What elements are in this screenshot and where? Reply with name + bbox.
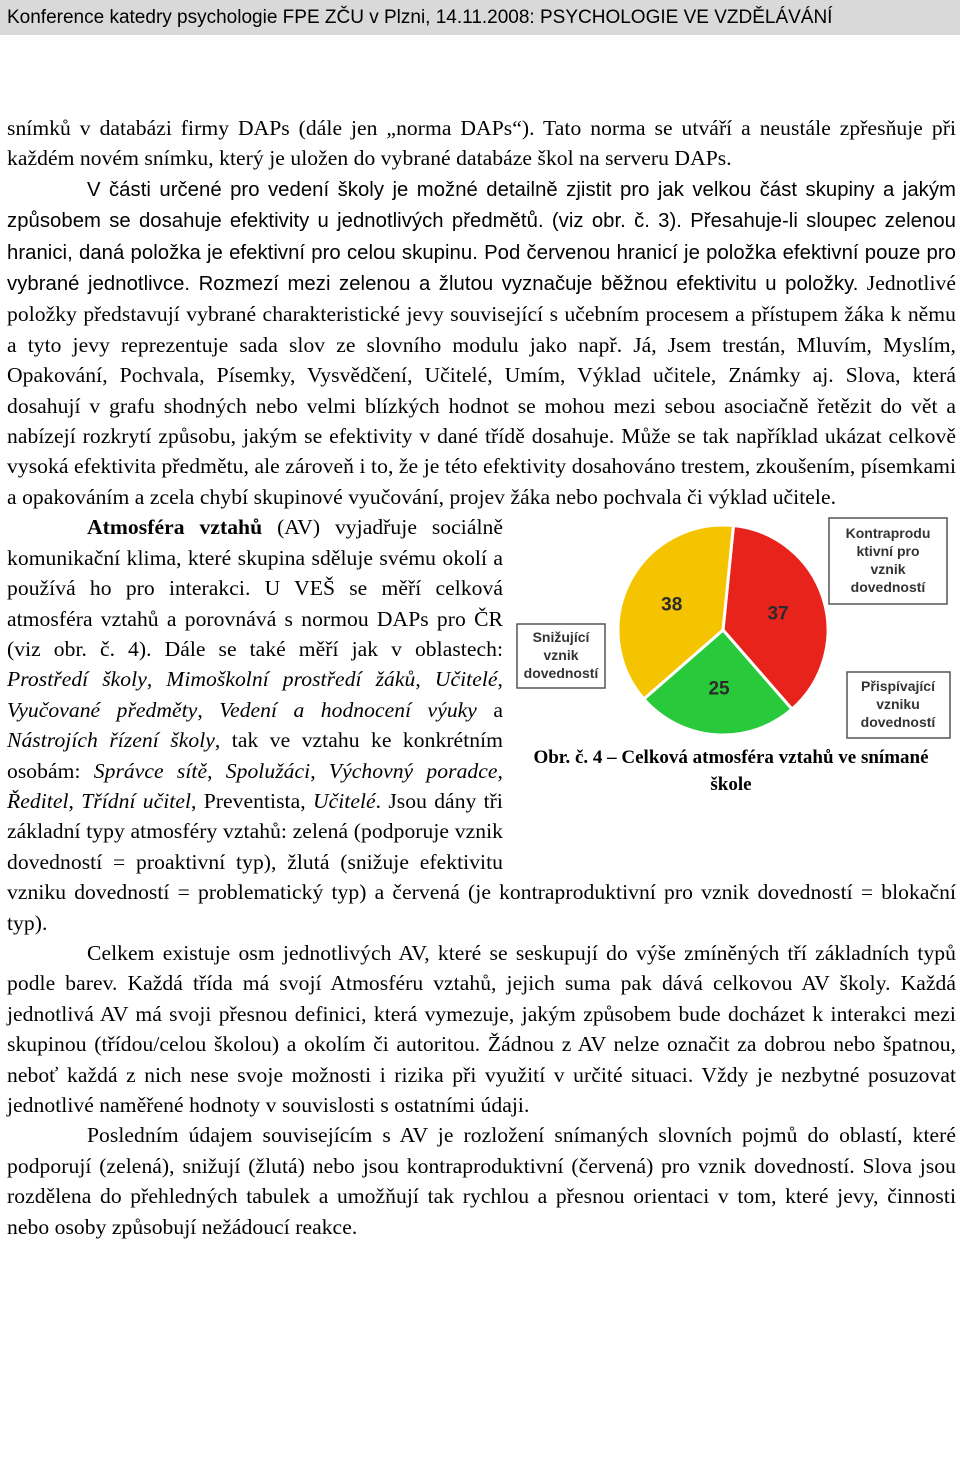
label-yellow-3: dovedností <box>523 665 599 682</box>
p3-text-1: (AV) vyjadřuje sociálně komunikační klima, které skupina sděluje svému okolí a používá ho pro interakci. U VEŠ se měří celková atmosféra vztahů a porovnává s normou DAPs pro ČR (viz obr. č. 4). Dále se také měří jak v oblastech: <box>7 515 503 661</box>
p3-text-10: , <box>497 758 503 783</box>
label-box-red <box>829 518 947 604</box>
p3-italic-9: Výchovný poradce <box>328 758 498 783</box>
term-atmosfera-vztahu: Atmosféra vztahů <box>87 515 263 540</box>
paragraph-5: Posledním údajem souvisejícím s AV je rozložení snímaných slovních pojmů do oblastí, které podporují (zelená), snižují (žlutá) nebo jsou kontraproduktivní (červená) pro vznik dovedností. Slova jsou rozdělena do přehledných tabulek a umožňují tak rychlou a přesnou orientaci v tom, které jevy, činnosti nebo osoby způsobují nežádoucí reakce. <box>7 1123 956 1239</box>
p3-italic-3: Učitelé <box>434 667 498 692</box>
label-red-3: vznik <box>870 561 906 578</box>
p3-italic-10: Ředitel <box>7 788 69 813</box>
label-green-2: vzniku <box>876 696 920 713</box>
label-yellow-2: vznik <box>543 647 579 664</box>
p3-text-9: , <box>310 758 329 783</box>
p3-italic-7: Správce sítě <box>93 758 208 783</box>
p3-text-11: , <box>68 788 82 813</box>
p3-text-3: , <box>415 667 435 692</box>
paragraph-1: snímků v databázi firmy DAPs (dále jen „norma DAPs“). Tato norma se utváří a neustále zpřesňuje při každém novém snímku, který je uložen do vybrané databáze škol na serveru DAPs. <box>7 116 956 171</box>
pie-chart <box>511 512 956 752</box>
p3-text-5: , <box>197 697 220 722</box>
paragraph-2 <box>7 174 956 512</box>
pie-value-yellow: 38 <box>661 594 683 616</box>
header-text: Konference katedry psychologie FPE ZČU v Plzni, 14.11.2008: PSYCHOLOGIE VE VZDĚLÁVÁNÍ <box>7 7 833 28</box>
pie-value-green: 25 <box>708 678 730 700</box>
p3-italic-5: Vedení a hodnocení výuky <box>219 697 477 722</box>
p3-italic-12: Učitelé <box>312 788 376 813</box>
p3-text-4: , <box>497 667 503 692</box>
paragraph-2-serif: Jednotlivé položky představují vybrané charakteristické jevy související s učebním procesem a přístupem žáka k němu a tyto jevy reprezentuje sada slov ze slovního modulu jako např. Já, Jsem trestán, Mluvím, Myslím, Opakování, Pochvala, Písemky, Vysvědčení, Učitelé, Umím, Výklad učitele, Známky aj. Slova, která dosahují v grafu shodných nebo velmi blízkých hodnot se mohou mezi sebou asociačně řetězit do vět a nabízejí rozkrytí způsobu, jakým se efektivity v dané třídě dosahuje. Může se tak například ukázat celkově vysoká efektivita předmětu, ale zároveň i to, že je této efektivity dosahováno trestem, zkoušením, písemkami a opakováním a zcela chybí skupinové vyučování, projev žáka nebo pochvala či výklad učitele. <box>7 271 957 509</box>
p3-text-2: , <box>146 667 167 692</box>
p3-italic-4: Vyučované předměty <box>7 697 198 722</box>
p3-italic-8: Spolužáci <box>225 758 311 783</box>
p3-text-12: , Preventista, <box>191 788 313 813</box>
p3-text-7: , tak ve vztahu ke konkrétním osobám: <box>7 728 503 783</box>
label-red-2: ktivní pro <box>856 543 920 560</box>
label-green-3: dovedností <box>860 714 936 731</box>
document-body <box>7 113 956 1242</box>
label-yellow-1: Snižující <box>532 629 590 646</box>
pie-value-red: 37 <box>767 603 789 625</box>
p3-italic-11: Třídní učitel <box>81 788 192 813</box>
p3-italic-6: Nástrojích řízení školy <box>7 728 215 753</box>
p3-text-8: , <box>207 758 226 783</box>
label-box-yellow <box>517 624 605 688</box>
label-red-4: dovedností <box>850 579 926 596</box>
label-green-1: Přispívající <box>861 678 935 695</box>
label-box-green <box>847 672 950 738</box>
page-header <box>0 0 960 35</box>
paragraph-4: Celkem existuje osm jednotlivých AV, které se seskupují do výše zmíněných tří základních typů podle barev. Každá třída má svojí Atmosféru vztahů, jejich suma pak dává celkovou AV školy. Každá jednotlivá AV má svoji přesnou definici, která vymezuje, jakým způsobem bude docházet k interakci mezi skupinou (třídou/celou školou) a okolím či autoritou. Žádnou z AV nelze označit za dobrou nebo špatnou, neboť každá z nich nese svoje možnosti i rizika při využití v určité situaci. Vždy je nezbytné posuzovat jednotlivé naměřené hodnoty v souvislosti s ostatními údaji. <box>7 940 956 1117</box>
label-red-1: Kontraprodu <box>845 525 931 542</box>
paragraph-2-sans: V části určené pro vedení školy je možné detailně zjistit pro jak velkou část skupiny a jakým způsobem se dosahuje efektivity u jednotlivých předmětů. (viz obr. č. 3). Přesahuje-li sloupec zelenou hranici, daná položka je efektivní pro celou skupinu. Pod červenou hranicí je položka efektivní pouze pro vybrané jednotlivce. Rozmezí mezi zelenou a žlutou vyznačuje běžnou efektivitu u položky. <box>7 178 956 296</box>
p3-text-6: a <box>476 697 503 722</box>
p3-text-13: . Jsou dány tři základní typy atmosféry vztahů: zelená (podporuje vznik dovedností = proaktivní typ), žlutá (snižuje efektivitu vzniku dovedností = problematický typ) a červená (je kontraproduktivní pro vznik dovedností = blokační typ). <box>7 788 956 935</box>
p3-italic-2: Mimoškolní prostředí žáků <box>166 667 416 692</box>
p3-italic-1: Prostředí školy <box>7 667 147 692</box>
figure-pie-chart <box>511 512 956 862</box>
figure-caption: Obr. č. 4 – Celková atmosféra vztahů ve snímané škole <box>533 747 929 796</box>
